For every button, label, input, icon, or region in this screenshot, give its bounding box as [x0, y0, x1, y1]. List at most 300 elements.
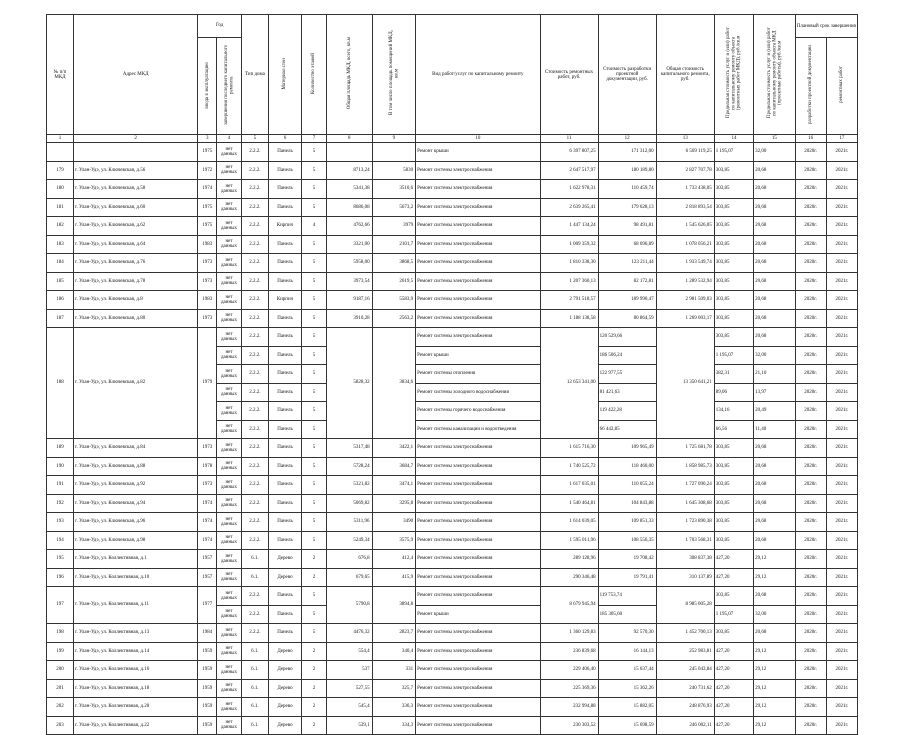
- row-house-type: 2.2.2.: [241, 217, 268, 236]
- row-floors: 5: [302, 328, 327, 347]
- row-wall: Дерево: [268, 679, 301, 698]
- header-area-total: Общая площадь МКД, всего, кв.м: [326, 15, 372, 135]
- row-floors: 5: [302, 420, 327, 439]
- row-cost: 6 397 807,25: [540, 143, 598, 162]
- row-area-living: 5673,2: [372, 198, 416, 217]
- row-year-repair: нет данных: [217, 235, 242, 254]
- row-cost-doc: 123 211,44: [598, 254, 656, 273]
- row-cost-doc: 119 422,28: [598, 402, 656, 421]
- row-max-cost-2: 20,49: [754, 402, 795, 421]
- row-wall: Панель: [268, 161, 301, 180]
- row-area-living: 340,4: [372, 642, 416, 661]
- row-plan-doc: 2020г.: [795, 716, 826, 735]
- row-cost-doc: 120 529,66: [598, 328, 656, 347]
- row-plan-work: 2021г.: [826, 272, 857, 291]
- header-max-cost-2: Предельная стоимость услуг и (или) работ по капитальному ремонту объекта МКД (проектные работы), руб./кв.м: [754, 15, 795, 135]
- row-area-total: [326, 143, 372, 162]
- row-area-total: 3910,28: [326, 309, 372, 328]
- row-cost-doc: 82 172,81: [598, 272, 656, 291]
- row-house-type: 2.2.2.: [241, 383, 268, 402]
- row-wall: Панель: [268, 346, 301, 365]
- row-plan-work: 2021г.: [826, 309, 857, 328]
- row-year-repair: нет данных: [217, 383, 242, 402]
- column-number: 17: [826, 135, 857, 143]
- row-house-type: 2.2.2.: [241, 624, 268, 643]
- row-cost: 1 207 360,13: [540, 272, 598, 291]
- table-row: [47, 624, 858, 643]
- row-cost-total: 1 725 681,78: [656, 439, 714, 458]
- row-max-cost-2: 29,12: [754, 550, 795, 569]
- row-cost: 2 639 265,41: [540, 198, 598, 217]
- row-plan-work: 2021г.: [826, 457, 857, 476]
- row-work: Ремонт системы электроснабжения: [416, 272, 540, 291]
- row-number: 188: [47, 328, 74, 439]
- row-max-cost-1: 1 195,07: [714, 605, 753, 624]
- row-work: Ремонт системы электроснабжения: [416, 291, 540, 310]
- column-number: 4: [217, 135, 242, 143]
- row-area-total: 5828,32: [326, 328, 372, 439]
- row-floors: 5: [302, 198, 327, 217]
- header-cost-total: Общая стоимость капитального ремонта, руб.: [656, 15, 714, 135]
- header-year-built: ввода в эксплуатацию: [198, 38, 217, 135]
- row-plan-doc: 2020г.: [795, 661, 826, 680]
- row-address: г. Улан-Удэ, ул. Ключевская, д.62: [73, 217, 197, 236]
- row-work: Ремонт системы электроснабжения: [416, 198, 540, 217]
- row-cost-doc: 81 421,63: [598, 383, 656, 402]
- header-cost: Стоимость ремонтных работ, руб.: [540, 15, 598, 135]
- row-area-total: 5317,48: [326, 439, 372, 458]
- row-area-living: 5830: [372, 161, 416, 180]
- row-cost-doc: 108 556,35: [598, 531, 656, 550]
- row-plan-work: 2021г.: [826, 198, 857, 217]
- row-plan-doc: 2020г.: [795, 531, 826, 550]
- row-plan-doc: 2020г.: [795, 346, 826, 365]
- row-cost-total: 1 858 985,73: [656, 457, 714, 476]
- row-cost: 236 839,68: [540, 642, 598, 661]
- row-max-cost-2: 32,00: [754, 605, 795, 624]
- row-plan-work: 2021г.: [826, 587, 857, 606]
- row-house-type: 2.2.2.: [241, 254, 268, 273]
- row-wall: Панель: [268, 531, 301, 550]
- row-cost: 232 994,88: [540, 698, 598, 717]
- row-house-type: 2.2.2.: [241, 346, 268, 365]
- row-max-cost-2: 29,12: [754, 716, 795, 735]
- row-year-repair: нет данных: [217, 272, 242, 291]
- row-area-living: 3979: [372, 217, 416, 236]
- row-cost: 2 791 518,57: [540, 291, 598, 310]
- row-wall: Панель: [268, 180, 301, 199]
- row-max-cost-1: 303,85: [714, 513, 753, 532]
- column-number: 7: [302, 135, 327, 143]
- column-number: 6: [268, 135, 301, 143]
- row-max-cost-2: 20,68: [754, 476, 795, 495]
- row-area-living: 325,7: [372, 679, 416, 698]
- row-house-type: 2.2.2.: [241, 328, 268, 347]
- row-work: Ремонт системы электроснабжения: [416, 679, 540, 698]
- row-work: Ремонт системы канализации и водоотведения: [416, 420, 540, 439]
- row-address: г. Улан-Удэ, ул. Ключевская, д.92: [73, 476, 197, 495]
- row-max-cost-2: 20,68: [754, 624, 795, 643]
- row-cost: 8 679 945,94: [540, 587, 598, 624]
- row-plan-work: 2021г.: [826, 439, 857, 458]
- column-number: 3: [198, 135, 217, 143]
- row-cost-doc: 179 628,13: [598, 198, 656, 217]
- row-area-living: 3474,1: [372, 476, 416, 495]
- row-year-built: 1959: [198, 661, 217, 680]
- row-plan-work: 2021г.: [826, 143, 857, 162]
- row-max-cost-2: 20,68: [754, 457, 795, 476]
- row-max-cost-1: 382,31: [714, 365, 753, 384]
- row-year-repair: нет данных: [217, 346, 242, 365]
- row-area-total: 5728,24: [326, 457, 372, 476]
- row-area-living: 3422,1: [372, 439, 416, 458]
- header-area-living: В том числе площадь помещений МКД, кв.м: [372, 15, 416, 135]
- row-number: 185: [47, 272, 74, 291]
- row-house-type: 2.2.2.: [241, 476, 268, 495]
- row-cost: 1 622 978,31: [540, 180, 598, 199]
- row-cost-doc: 104 843,88: [598, 494, 656, 513]
- column-number: 13: [656, 135, 714, 143]
- row-year-repair: нет данных: [217, 698, 242, 717]
- table-row: [47, 679, 858, 698]
- row-work: Ремонт системы электроснабжения: [416, 642, 540, 661]
- row-cost-doc: 66 442,85: [598, 420, 656, 439]
- row-cost-total: 2 827 707,78: [656, 161, 714, 180]
- row-wall: Кирпич: [268, 217, 301, 236]
- row-plan-work: 2021г.: [826, 346, 857, 365]
- row-address: г. Улан-Удэ, ул. Коллективная, д.11: [73, 587, 197, 624]
- row-floors: 5: [302, 180, 327, 199]
- row-year-repair: нет данных: [217, 180, 242, 199]
- row-number: 195: [47, 550, 74, 569]
- row-max-cost-1: 303,85: [714, 161, 753, 180]
- row-year-repair: нет данных: [217, 291, 242, 310]
- row-wall: Панель: [268, 235, 301, 254]
- row-max-cost-1: 303,85: [714, 309, 753, 328]
- row-plan-work: 2021г.: [826, 291, 857, 310]
- row-area-total: 5341,38: [326, 180, 372, 199]
- header-house-type: Тип дома: [241, 15, 268, 135]
- column-number: 16: [795, 135, 826, 143]
- row-cost-total: 1 078 056,21: [656, 235, 714, 254]
- row-plan-doc: 2020г.: [795, 420, 826, 439]
- row-max-cost-1: 89,06: [714, 383, 753, 402]
- row-year-repair: нет данных: [217, 420, 242, 439]
- row-year-repair: нет данных: [217, 365, 242, 384]
- row-cost-doc: 15 362,26: [598, 679, 656, 698]
- row-max-cost-2: 21,10: [754, 365, 795, 384]
- row-number: 184: [47, 254, 74, 273]
- row-plan-doc: 2020г.: [795, 698, 826, 717]
- header-plan-group: Плановый срок завершения: [795, 15, 857, 38]
- row-plan-doc: 2020г.: [795, 494, 826, 513]
- row-year-repair: нет данных: [217, 143, 242, 162]
- row-wall: Панель: [268, 476, 301, 495]
- row-plan-work: 2021г.: [826, 624, 857, 643]
- row-max-cost-2: 32,00: [754, 143, 795, 162]
- row-house-type: 6.1.: [241, 679, 268, 698]
- row-address: [73, 143, 197, 162]
- row-address: г. Улан-Удэ, ул. Ключевская, д.82: [73, 328, 197, 439]
- row-cost: 1 740 525,72: [540, 457, 598, 476]
- row-wall: Панель: [268, 328, 301, 347]
- row-number: 187: [47, 309, 74, 328]
- row-work: Ремонт системы электроснабжения: [416, 661, 540, 680]
- row-year-built: 1973: [198, 439, 217, 458]
- row-plan-doc: 2020г.: [795, 161, 826, 180]
- row-cost-total: 1 645 308,68: [656, 494, 714, 513]
- table-row: [47, 587, 858, 606]
- row-plan-work: 2021г.: [826, 494, 857, 513]
- row-work: Ремонт системы электроснабжения: [416, 328, 540, 347]
- row-work: Ремонт системы электроснабжения: [416, 217, 540, 236]
- row-wall: Дерево: [268, 642, 301, 661]
- row-house-type: 2.2.2.: [241, 198, 268, 217]
- row-cost: 290 346,48: [540, 568, 598, 587]
- row-plan-work: 2021г.: [826, 328, 857, 347]
- row-max-cost-1: 303,85: [714, 235, 753, 254]
- header-max-cost-1: Предельная стоимость услуг и (или) работ по капитальному ремонту объекта (ремонтных работ МКД), руб./кв.м: [714, 15, 753, 135]
- row-area-living: 412,4: [372, 550, 416, 569]
- row-cost: 12 653 341,00: [540, 328, 598, 439]
- row-max-cost-1: 1 195,07: [714, 143, 753, 162]
- row-house-type: 2.2.2.: [241, 457, 268, 476]
- row-number: 199: [47, 642, 74, 661]
- row-cost-total: 1 289 532,94: [656, 272, 714, 291]
- row-house-type: 2.2.2.: [241, 272, 268, 291]
- row-wall: Дерево: [268, 698, 301, 717]
- row-wall: Кирпич: [268, 291, 301, 310]
- row-work: Ремонт системы электроснабжения: [416, 180, 540, 199]
- row-plan-doc: 2020г.: [795, 439, 826, 458]
- row-area-living: 2619,5: [372, 272, 416, 291]
- row-wall: Дерево: [268, 716, 301, 735]
- row-floors: 5: [302, 587, 327, 606]
- row-plan-doc: 2020г.: [795, 383, 826, 402]
- row-number: 182: [47, 217, 74, 236]
- row-year-built: 1959: [198, 679, 217, 698]
- row-plan-doc: 2020г.: [795, 513, 826, 532]
- row-max-cost-1: 303,85: [714, 180, 753, 199]
- row-plan-doc: 2020г.: [795, 624, 826, 643]
- row-house-type: 2.2.2.: [241, 402, 268, 421]
- row-plan-work: 2021г.: [826, 476, 857, 495]
- row-year-repair: нет данных: [217, 679, 242, 698]
- row-area-total: 5069,82: [326, 494, 372, 513]
- row-work: Ремонт системы электроснабжения: [416, 476, 540, 495]
- row-cost-total: 13 350 641,21: [656, 328, 714, 439]
- row-wall: Панель: [268, 365, 301, 384]
- row-work: Ремонт системы электроснабжения: [416, 457, 540, 476]
- row-plan-work: 2021г.: [826, 420, 857, 439]
- row-plan-doc: 2020г.: [795, 143, 826, 162]
- row-address: г. Улан-Удэ, ул. Ключевская, д.84: [73, 439, 197, 458]
- row-floors: 2: [302, 661, 327, 680]
- row-address: г. Улан-Удэ, ул. Ключевская, д.60: [73, 198, 197, 217]
- row-wall: Панель: [268, 587, 301, 606]
- row-floors: 5: [302, 513, 327, 532]
- row-max-cost-1: 303,85: [714, 291, 753, 310]
- table-header: [47, 15, 858, 135]
- row-house-type: 2.2.2.: [241, 309, 268, 328]
- row-cost-doc: 19 791,41: [598, 568, 656, 587]
- row-max-cost-1: 303,85: [714, 254, 753, 273]
- row-cost-total: 6 569 119,25: [656, 143, 714, 162]
- row-number: 189: [47, 439, 74, 458]
- row-max-cost-2: 20,68: [754, 513, 795, 532]
- row-cost: 230 303,52: [540, 716, 598, 735]
- row-house-type: 2.2.2.: [241, 180, 268, 199]
- row-area-living: 2101,7: [372, 235, 416, 254]
- row-year-repair: нет данных: [217, 661, 242, 680]
- row-year-repair: нет данных: [217, 402, 242, 421]
- header-year-group: Год: [198, 15, 242, 38]
- table-row: [47, 642, 858, 661]
- row-plan-work: 2021г.: [826, 568, 857, 587]
- row-floors: 2: [302, 716, 327, 735]
- row-year-repair: нет данных: [217, 476, 242, 495]
- row-plan-doc: 2020г.: [795, 605, 826, 624]
- row-area-living: 3684,7: [372, 457, 416, 476]
- column-number: 2: [73, 135, 197, 143]
- table-row: [47, 457, 858, 476]
- row-address: г. Улан-Удэ, ул. Коллективная, д.14: [73, 642, 197, 661]
- row-cost-total: 248 876,93: [656, 698, 714, 717]
- row-year-built: 1974: [198, 513, 217, 532]
- row-floors: 5: [302, 235, 327, 254]
- table-row: [47, 235, 858, 254]
- row-cost-total: 1 269 003,17: [656, 309, 714, 328]
- row-plan-work: 2021г.: [826, 161, 857, 180]
- row-house-type: 6.1.: [241, 550, 268, 569]
- header-year-repair: завершения последнего капитального ремонта: [217, 38, 242, 135]
- row-floors: 5: [302, 494, 327, 513]
- row-work: Ремонт системы электроснабжения: [416, 494, 540, 513]
- row-work: Ремонт крыши: [416, 346, 540, 365]
- row-plan-doc: 2020г.: [795, 328, 826, 347]
- row-max-cost-2: 20,68: [754, 272, 795, 291]
- row-max-cost-2: 11,40: [754, 420, 795, 439]
- row-address: г. Улан-Удэ, ул. Ключевская, д.58: [73, 180, 197, 199]
- row-plan-work: 2021г.: [826, 661, 857, 680]
- row-floors: 5: [302, 476, 327, 495]
- row-house-type: 6.1.: [241, 698, 268, 717]
- row-max-cost-1: 1 195,07: [714, 346, 753, 365]
- row-year-repair: нет данных: [217, 161, 242, 180]
- row-wall: Панель: [268, 420, 301, 439]
- header-wall: Материал стен: [268, 15, 301, 135]
- row-area-living: 3295,8: [372, 494, 416, 513]
- row-plan-work: 2021г.: [826, 716, 857, 735]
- row-year-built: 1959: [198, 716, 217, 735]
- row-cost-doc: 15 882,05: [598, 698, 656, 717]
- row-address: г. Улан-Удэ, ул. Ключевская, д.64: [73, 235, 197, 254]
- column-number: 10: [416, 135, 540, 143]
- row-year-repair: нет данных: [217, 217, 242, 236]
- row-plan-doc: 2020г.: [795, 198, 826, 217]
- row-max-cost-2: 20,68: [754, 328, 795, 347]
- row-cost-doc: 15 698,59: [598, 716, 656, 735]
- row-area-total: 3321,00: [326, 235, 372, 254]
- table-row: [47, 180, 858, 199]
- row-cost-doc: 189 990,47: [598, 291, 656, 310]
- header-cost-doc: Стоимость разработки проектной документации, руб.: [598, 15, 656, 135]
- row-address: г. Улан-Удэ, ул. Ключевская, д.56: [73, 161, 197, 180]
- row-number: 201: [47, 679, 74, 698]
- row-cost-total: 246 002,11: [656, 716, 714, 735]
- row-floors: 5: [302, 531, 327, 550]
- row-year-built: 1983: [198, 235, 217, 254]
- row-plan-work: 2021г.: [826, 642, 857, 661]
- row-plan-work: 2021г.: [826, 513, 857, 532]
- table-row: [47, 439, 858, 458]
- row-max-cost-1: 303,85: [714, 328, 753, 347]
- row-address: г. Улан-Удэ, ул. Ключевская, д.98: [73, 531, 197, 550]
- row-max-cost-2: 29,12: [754, 679, 795, 698]
- row-work: Ремонт системы холодного водоснабжения: [416, 383, 540, 402]
- row-plan-doc: 2020г.: [795, 587, 826, 606]
- row-number: 203: [47, 716, 74, 735]
- row-house-type: 2.2.2.: [241, 605, 268, 624]
- row-floors: 5: [302, 346, 327, 365]
- row-work: Ремонт системы электроснабжения: [416, 254, 540, 273]
- row-work: Ремонт системы электроснабжения: [416, 716, 540, 735]
- row-cost-doc: 171 312,00: [598, 143, 656, 162]
- table-body: [47, 135, 858, 735]
- row-area-total: 8713,24: [326, 161, 372, 180]
- row-cost: 1 614 039,05: [540, 513, 598, 532]
- row-area-living: 3490: [372, 513, 416, 532]
- row-cost-total: 2 981 509,03: [656, 291, 714, 310]
- row-cost-doc: 110 459,74: [598, 180, 656, 199]
- row-floors: 5: [302, 383, 327, 402]
- row-number: 197: [47, 587, 74, 624]
- row-address: г. Улан-Удэ, ул. Коллективная, д.20: [73, 698, 197, 717]
- row-wall: Дерево: [268, 550, 301, 569]
- row-wall: Панель: [268, 383, 301, 402]
- row-floors: 5: [302, 439, 327, 458]
- row-address: г. Улан-Удэ, ул. Коллективная, д.1: [73, 550, 197, 569]
- row-area-total: 537: [326, 661, 372, 680]
- row-max-cost-2: 20,68: [754, 254, 795, 273]
- row-house-type: 6.1.: [241, 642, 268, 661]
- row-work: Ремонт крыши: [416, 605, 540, 624]
- row-cost-doc: 119 753,74: [598, 587, 656, 606]
- row-cost-doc: 180 189,80: [598, 161, 656, 180]
- row-wall: Панель: [268, 457, 301, 476]
- row-plan-work: 2021г.: [826, 698, 857, 717]
- row-work: Ремонт системы электроснабжения: [416, 309, 540, 328]
- row-area-living: [372, 143, 416, 162]
- row-plan-doc: 2020г.: [795, 457, 826, 476]
- row-max-cost-2: 20,68: [754, 217, 795, 236]
- row-number: 194: [47, 531, 74, 550]
- row-area-total: 527,55: [326, 679, 372, 698]
- table-row: [47, 568, 858, 587]
- row-cost-total: 1 703 568,31: [656, 531, 714, 550]
- row-house-type: 2.2.2.: [241, 161, 268, 180]
- row-work: Ремонт системы электроснабжения: [416, 550, 540, 569]
- row-wall: Панель: [268, 402, 301, 421]
- row-max-cost-1: 134,16: [714, 402, 753, 421]
- row-max-cost-1: 303,85: [714, 476, 753, 495]
- column-numbers-row: [47, 135, 858, 143]
- table-row: [47, 550, 858, 569]
- row-area-total: 679,65: [326, 568, 372, 587]
- row-max-cost-2: 20,68: [754, 309, 795, 328]
- row-plan-doc: 2020г.: [795, 235, 826, 254]
- row-year-repair: нет данных: [217, 605, 242, 624]
